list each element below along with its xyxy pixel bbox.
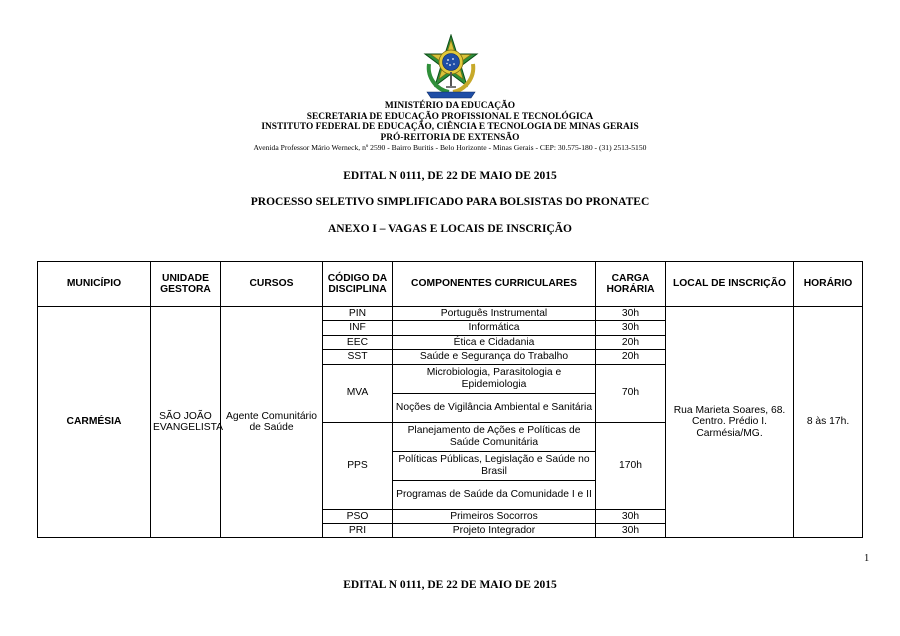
component-cell: Projeto Integrador — [393, 523, 596, 537]
component-cell: Ética e Cidadania — [393, 335, 596, 349]
code-cell: EEC — [323, 335, 393, 349]
pro-rectory-line: PRÓ-REITORIA DE EXTENSÃO — [380, 132, 520, 143]
hours-cell: 70h — [596, 364, 666, 422]
component-cell: Políticas Públicas, Legislação e Saúde no Brasil — [393, 451, 596, 480]
header-municipio: MUNICÍPIO — [38, 262, 151, 307]
hours-cell: 30h — [596, 307, 666, 321]
annex-title: ANEXO I – VAGAS E LOCAIS DE INSCRIÇÃO — [327, 223, 572, 235]
address-line: Avenida Professor Mário Werneck, nº 2590 - Bairro Buritis - Belo Horizonte - Minas Gerais - CEP: 30.575-180 - (31) 2513-5150 — [253, 143, 647, 152]
table-row — [38, 307, 863, 321]
component-cell: Planejamento de Ações e Políticas de Saúde Comunitária — [393, 422, 596, 451]
header-local: LOCAL DE INSCRIÇÃO — [666, 262, 794, 307]
header-cursos: CURSOS — [221, 262, 323, 307]
header-unidade: UNIDADE GESTORA — [151, 262, 221, 307]
unidade-cell: SÃO JOÃO EVANGELISTA — [151, 307, 221, 538]
hours-cell: 170h — [596, 422, 666, 509]
code-cell: INF — [323, 321, 393, 335]
component-cell: Saúde e Segurança do Trabalho — [393, 350, 596, 364]
hours-cell: 30h — [596, 509, 666, 523]
hours-cell: 20h — [596, 350, 666, 364]
secretariat-line: SECRETARIA DE EDUCAÇÃO PROFISSIONAL E TECNOLÓGICA — [306, 111, 594, 122]
component-cell: Microbiologia, Parasitologia e Epidemiologia — [393, 364, 596, 393]
hours-cell: 30h — [596, 523, 666, 537]
header-componentes: COMPONENTES CURRICULARES — [393, 262, 596, 307]
header-carga: CARGA HORÁRIA — [596, 262, 666, 307]
code-cell: MVA — [323, 364, 393, 422]
institution-header — [0, 101, 900, 153]
municipio-cell: CARMÉSIA — [38, 307, 151, 538]
edital-title: EDITAL N 0111, DE 22 DE MAIO DE 2015 — [343, 170, 557, 182]
component-cell: Primeiros Socorros — [393, 509, 596, 523]
institute-line: INSTITUTO FEDERAL DE EDUCAÇÃO, CIÊNCIA E TECNOLOGIA DE MINAS GERAIS — [261, 122, 639, 132]
hours-cell: 30h — [596, 321, 666, 335]
code-cell: SST — [323, 350, 393, 364]
page-number: 1 — [864, 553, 870, 564]
code-cell: PIN — [323, 307, 393, 321]
table-header-row — [38, 262, 863, 307]
component-cell: Informática — [393, 321, 596, 335]
vacancies-table — [37, 261, 863, 538]
ministry-line: MINISTÉRIO DA EDUCAÇÃO — [384, 101, 516, 111]
code-cell: PPS — [323, 422, 393, 509]
curso-cell: Agente Comunitário de Saúde — [221, 307, 323, 538]
next-page-edital-title: EDITAL N 0111, DE 22 DE MAIO DE 2015 — [343, 579, 557, 591]
component-cell: Português Instrumental — [393, 307, 596, 321]
local-cell: Rua Marieta Soares, 68. Centro. Prédio I. Carmésia/MG. — [666, 307, 794, 538]
code-cell: PSO — [323, 509, 393, 523]
coat-of-arms-icon — [419, 34, 483, 100]
header-codigo: CÓDIGO DA DISCIPLINA — [323, 262, 393, 307]
code-cell: PRI — [323, 523, 393, 537]
hours-cell: 20h — [596, 335, 666, 349]
process-title: PROCESSO SELETIVO SIMPLIFICADO PARA BOLSISTAS DO PRONATEC — [250, 196, 650, 208]
horario-cell: 8 às 17h. — [794, 307, 863, 538]
header-horario: HORÁRIO — [794, 262, 863, 307]
component-cell: Noções de Vigilância Ambiental e Sanitária — [393, 393, 596, 422]
component-cell: Programas de Saúde da Comunidade I e II — [393, 480, 596, 509]
